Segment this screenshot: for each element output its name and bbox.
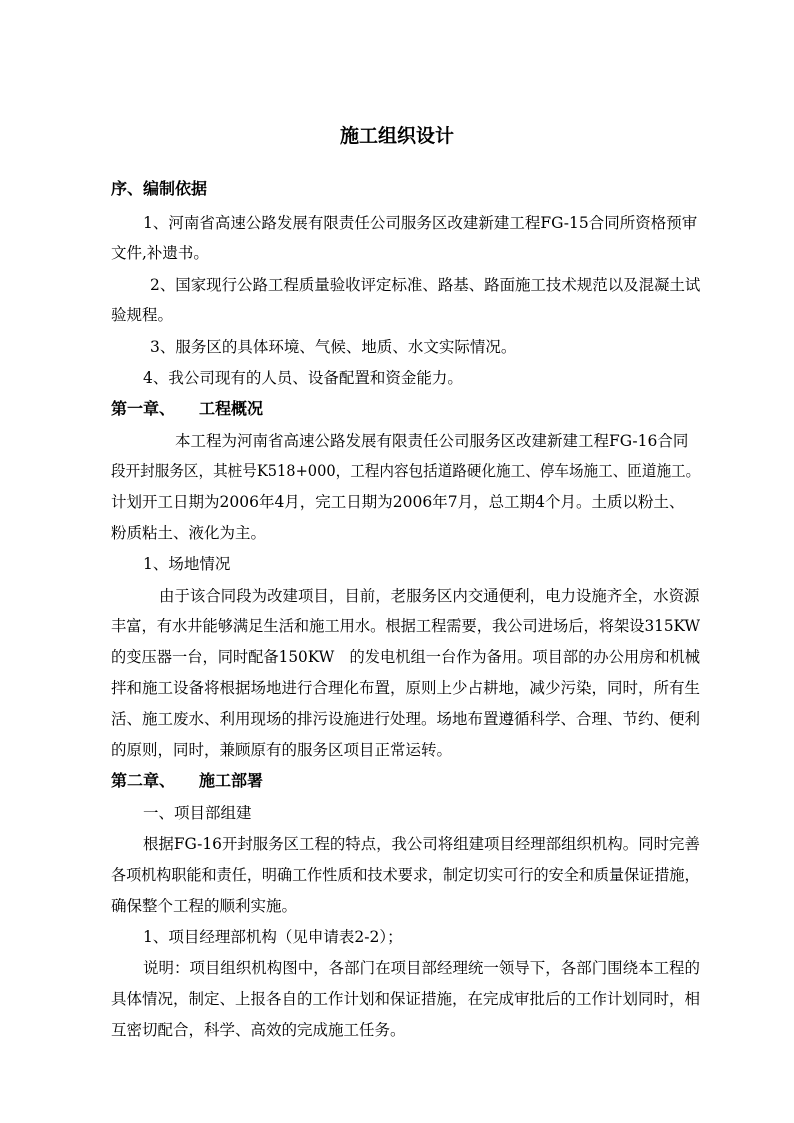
preface-item-3: 3、服务区的具体环境、气候、地质、水文实际情况。	[150, 338, 517, 356]
overview-line-1: 本工程为河南省高速公路发展有限责任公司服务区改建新建工程FG-16合同	[175, 432, 689, 450]
preface-item-2-cont: 验规程。	[111, 306, 174, 324]
chapter-1-title: 工程概况	[199, 399, 264, 418]
overview-line-4: 粉质粘土、液化为主。	[111, 524, 267, 542]
chapter-2-title: 施工部署	[199, 771, 264, 790]
org-note-line-3: 互密切配合，科学、高效的完成施工任务。	[111, 1021, 406, 1039]
site-heading: 1、场地情况	[143, 555, 231, 573]
org-heading: 1、项目经理部机构（见申请表2-2）；	[143, 928, 403, 946]
preface-item-1-cont: 文件,补遗书。	[111, 244, 209, 262]
chapter-2-heading	[111, 771, 263, 791]
preface-item-2: 2、国家现行公路工程质量验收评定标准、路基、路面施工技术规范以及混凝土试	[150, 276, 701, 294]
org-note-line-1: 说明：项目组织机构图中，各部门在项目部经理统一领导下，各部门围绕本工程的	[143, 959, 701, 977]
document-title: 施工组织设计	[339, 125, 454, 147]
site-line-6: 的原则，同时，兼顾原有的服务区项目正常运转。	[111, 741, 453, 759]
site-line-4: 拌和施工设备将根据场地进行合理化布置，原则上少占耕地，减少污染，同时，所有生	[111, 679, 701, 697]
site-line-1: 由于该合同段为改建项目，目前，老服务区内交通便利，电力设施齐全，水资源	[159, 587, 700, 605]
preface-heading: 序、编制依据	[111, 179, 208, 198]
org-note-line-2: 具体情况，制定、上报各自的工作计划和保证措施，在完成审批后的工作计划同时，相	[111, 990, 701, 1008]
site-line-3: 的变压器一台，同时配备150KW 的发电机组一台作为备用。项目部的办公用房和机械	[111, 648, 701, 666]
chapter-2-number: 第二章、	[111, 771, 176, 790]
section-1-line-1: 根据FG-16开封服务区工程的特点，我公司将组建项目经理部组织机构。同时完善	[143, 835, 700, 853]
overview-line-3: 计划开工日期为2006年4月，完工日期为2006年7月，总工期4个月。土质以粉土、	[111, 493, 685, 511]
section-1-line-3: 确保整个工程的顺利实施。	[111, 897, 298, 915]
chapter-1-heading	[111, 399, 263, 419]
site-line-2: 丰富，有水井能够满足生活和施工用水。根据工程需要，我公司进场后，将架设315KW	[111, 617, 701, 635]
chapter-1-number: 第一章、	[111, 399, 176, 418]
overview-line-2: 段开封服务区，其桩号K518+000，工程内容包括道路硬化施工、停车场施工、匝道施工。	[111, 462, 701, 480]
section-1-heading: 一、项目部组建	[143, 804, 252, 822]
site-line-5: 活、施工废水、利用现场的排污设施进行处理。场地布置遵循科学、合理、节约、便利	[111, 710, 701, 728]
section-1-line-2: 各项机构职能和责任，明确工作性质和技术要求，制定切实可行的安全和质量保证措施，	[111, 866, 700, 884]
preface-item-4: 4、我公司现有的人员、设备配置和资金能力。	[143, 369, 463, 387]
preface-item-1: 1、河南省高速公路发展有限责任公司服务区改建新建工程FG-15合同所资格预审	[143, 214, 698, 232]
